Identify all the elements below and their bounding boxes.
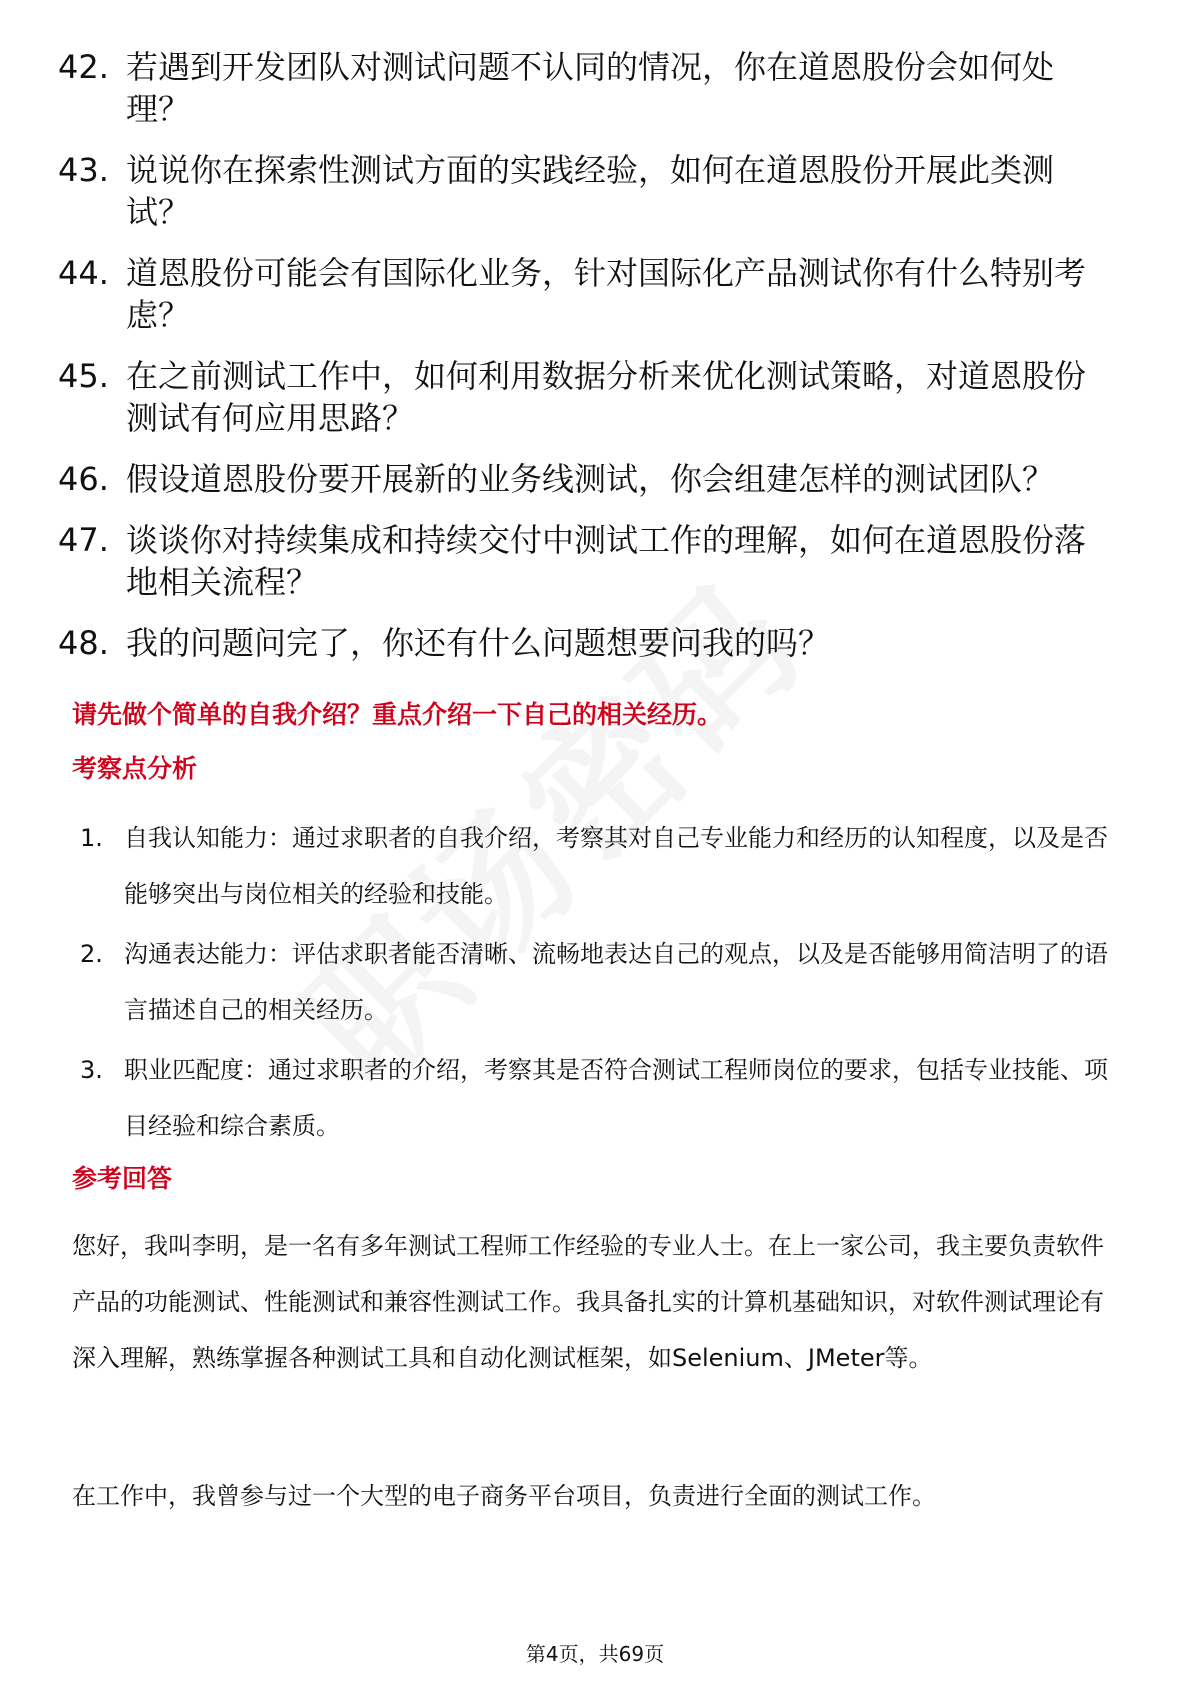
analysis-heading: 考察点分析	[72, 754, 198, 783]
question-item	[58, 46, 1118, 130]
intro-question-heading: 请先做个简单的自我介绍？重点介绍一下自己的相关经历。	[72, 700, 723, 729]
question-text: 谈谈你对持续集成和持续交付中测试工作的理解，如何在道恩股份落地相关流程？	[126, 521, 1087, 601]
analysis-number: 3.	[80, 1056, 103, 1084]
answer-heading: 参考回答	[72, 1164, 173, 1193]
question-text: 道恩股份可能会有国际化业务，针对国际化产品测试你有什么特别考虑？	[126, 254, 1087, 334]
answer-paragraph: 您好，我叫李明，是一名有多年测试工程师工作经验的专业人士。在上一家公司，我主要负责软件产品的功能测试、性能测试和兼容性测试工作。我具备扎实的计算机基础知识，对软件测试理论有深入理解，熟练掌握各种测试工具和自动化测试框架，如Selenium、JMeter等。	[72, 1232, 1104, 1372]
question-item	[58, 458, 1118, 500]
question-list	[58, 46, 1118, 683]
analysis-number: 1.	[80, 824, 103, 852]
question-item	[58, 252, 1118, 336]
question-number: 44.	[58, 254, 109, 292]
analysis-item	[80, 810, 1120, 922]
question-number: 46.	[58, 460, 109, 498]
question-item	[58, 355, 1118, 439]
question-number: 48.	[58, 624, 109, 662]
analysis-text: 沟通表达能力：评估求职者能否清晰、流畅地表达自己的观点，以及是否能够用简洁明了的语言描述自己的相关经历。	[124, 940, 1108, 1024]
question-text: 假设道恩股份要开展新的业务线测试，你会组建怎样的测试团队？	[126, 460, 1055, 498]
analysis-list	[80, 810, 1120, 1158]
question-number: 43.	[58, 151, 109, 189]
analysis-text: 职业匹配度：通过求职者的介绍，考察其是否符合测试工程师岗位的要求，包括专业技能、项目经验和综合素质。	[124, 1056, 1108, 1140]
analysis-text: 自我认知能力：通过求职者的自我介绍，考察其对自己专业能力和经历的认知程度，以及是否能够突出与岗位相关的经验和技能。	[124, 824, 1108, 908]
analysis-item	[80, 926, 1120, 1038]
question-item	[58, 519, 1118, 603]
question-text: 若遇到开发团队对测试问题不认同的情况，你在道恩股份会如何处理？	[126, 48, 1055, 128]
question-item	[58, 149, 1118, 233]
page-footer: 第4页，共69页	[525, 1642, 665, 1666]
question-text: 在之前测试工作中，如何利用数据分析来优化测试策略，对道恩股份测试有何应用思路？	[126, 357, 1087, 437]
question-number: 42.	[58, 48, 109, 86]
question-text: 说说你在探索性测试方面的实践经验，如何在道恩股份开展此类测试？	[126, 151, 1055, 231]
question-number: 45.	[58, 357, 109, 395]
analysis-number: 2.	[80, 940, 103, 968]
analysis-item	[80, 1042, 1120, 1154]
question-number: 47.	[58, 521, 109, 559]
question-text: 我的问题问完了，你还有什么问题想要问我的吗？	[126, 624, 831, 662]
question-item	[58, 622, 1118, 664]
answer-paragraph: 在工作中，我曾参与过一个大型的电子商务平台项目，负责进行全面的测试工作。	[72, 1482, 936, 1510]
